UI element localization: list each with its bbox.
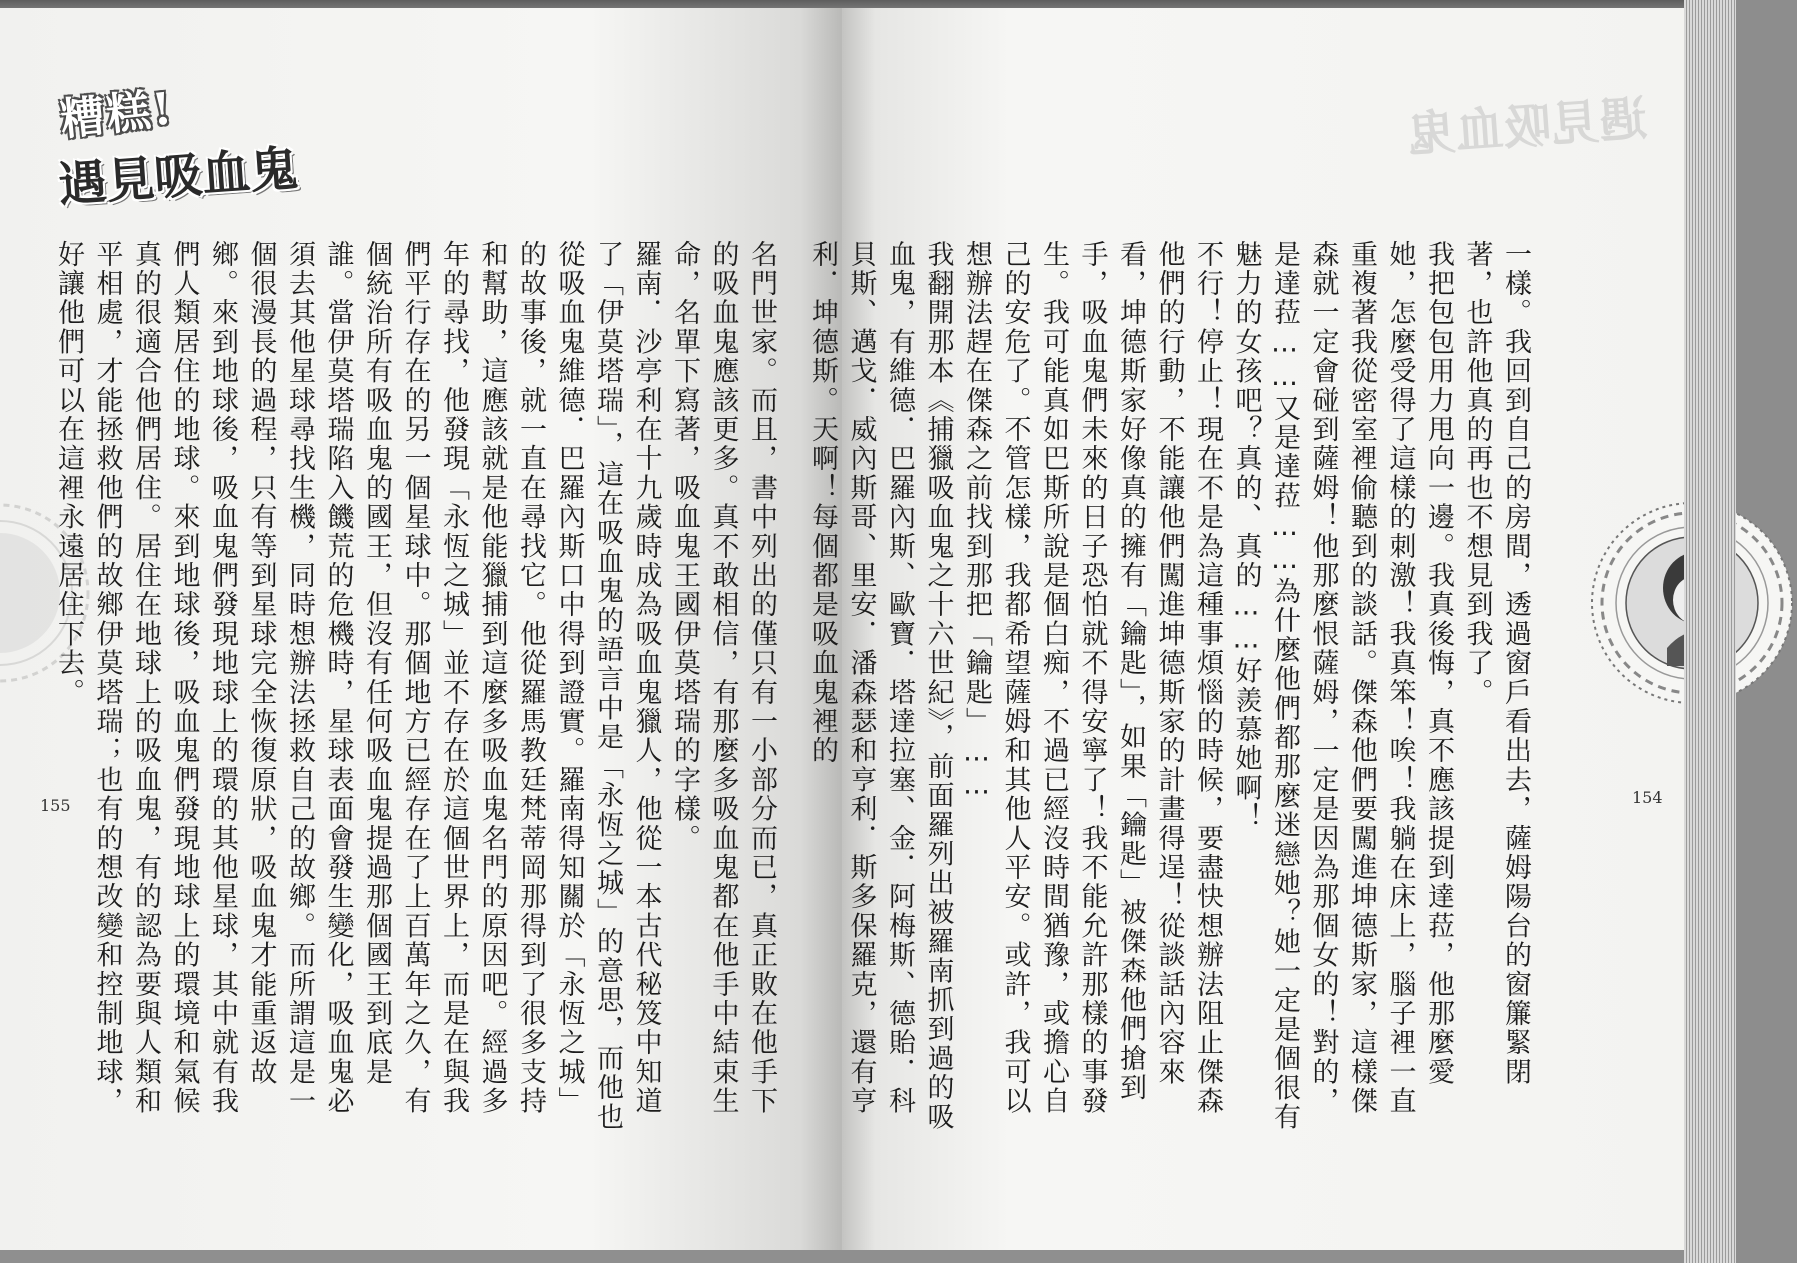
- paragraph: 我翻開那本《捕獵吸血鬼之十六世紀》，前面羅列出被羅南抓到過的吸血鬼，有維德．巴羅內斯、歐寶．塔達拉塞、金．阿梅斯、德貽．科貝斯、邁戈．威內斯哥、里安．潘森瑟和亨利．斯多保羅克，還有亨利．坤德斯。天啊！每個都是吸血鬼裡的: [807, 240, 954, 1132]
- paragraph: 我把包包用力甩向一邊。我真後悔，真不應該提到達菈，他那麼愛她，怎麼受得了這樣的刺激！我真笨！唉！我躺在床上，腦子裡一直重複著我從密室裡偷聽到的談話。傑森他們要闖進坤德斯家，這樣傑森就一定會碰到薩姆！他那麼恨薩姆，一定是因為那個女的！對的，是達菈……又是達菈……為什麼他們都那麼迷戀她？她一定是個很有魅力的女孩吧？真的、真的……好羨慕她啊！: [1230, 240, 1454, 1132]
- logo-watermark-text: 遇見吸血鬼: [1405, 90, 1649, 164]
- right-page-body-text: [803, 240, 1535, 1140]
- paragraph: 羅南．沙亭利在十九歲時成為吸血鬼獵人，他從一本古代秘笈中知道了「伊莫塔瑞」，這在吸血鬼的語言中是「永恆之城」的意思，而他也從吸血鬼維德．巴羅內斯口中得到證實。羅南得知關於「永恆之城」的故事後，就一直在尋找它。他從羅馬教廷梵蒂岡那得到了很多支持和幫助，這應該就是他能獵捕到這麼多吸血鬼名門的原因吧。經過多年的尋找，他發現「永恆之城」並不存在於這個世界上，而是在與我們平行存在的另一個星球中。那個地方已經存在了上百萬年之久，有個統治所有吸血鬼的國王，但沒有任何吸血鬼提過那個國王到底是誰。當伊莫塔瑞陷入饑荒的危機時，星球表面會發生變化，吸血鬼必須去其他星球尋找生機，同時想辦法拯救自己的故鄉。而所謂這是一個很漫長的過程，只有等到星球完全恢復原狀，吸血鬼才能重返故鄉。來到地球後，吸血鬼們發現地球上的環的其他星球，其中就有我們人類居住的地球。來到地球後，吸血鬼們發現地球上的環境和氣候真的很適合他們居住。居住在地球上的吸血鬼，有的認為要與人類和平相處，才能拯救他們的故鄉伊莫塔瑞；也有的想改變和控制地球，好讓他們可以在這裡永遠居住下去。: [53, 240, 662, 1132]
- page-number: 154: [1632, 788, 1663, 807]
- right-page: [807, 8, 1684, 1250]
- page-number: 155: [40, 796, 71, 815]
- paragraph: 一樣。我回到自己的房間，透過窗戶看出去，薩姆陽台的窗簾緊閉著，也許他真的再也不想見到我了。: [1461, 240, 1531, 1087]
- left-page-body-text: [49, 240, 781, 1140]
- paragraph: 不行！停止！現在不是為這種事煩惱的時候，要盡快想辦法阻止傑森他們的行動，不能讓他們闖進坤德斯家的計畫得逞！從談話內容來看，坤德斯家好像真的擁有「鑰匙」，如果「鑰匙」被傑森他們搶到手，吸血鬼們未來的日子恐怕就不得安寧了！我不能允許那樣的事發生。我可能真如巴斯所說是個白痴，不過已經沒時間猶豫，或擔心自己的安危了。不管怎樣，我都希望薩姆和其他人平安。或許，我可以想辦法趕在傑森之前找到那把「鑰匙」……: [961, 240, 1223, 1116]
- logo-title-line1: 糟糕!: [58, 83, 177, 146]
- logo-title-line2: 遇見吸血鬼: [56, 140, 300, 214]
- left-page: [0, 8, 842, 1250]
- series-logo-watermark: [1387, 68, 1657, 178]
- paragraph: 名門世家。而且，書中列出的僅只有一小部分而已，真正敗在他手下的吸血鬼應該更多。真不敢相信，有那麼多吸血鬼都在他手中結束生命，名單下寫著，吸血鬼王國伊莫塔瑞的字樣。: [669, 240, 777, 1116]
- book-page-edges: [1684, 0, 1736, 1263]
- series-logo: [30, 68, 300, 218]
